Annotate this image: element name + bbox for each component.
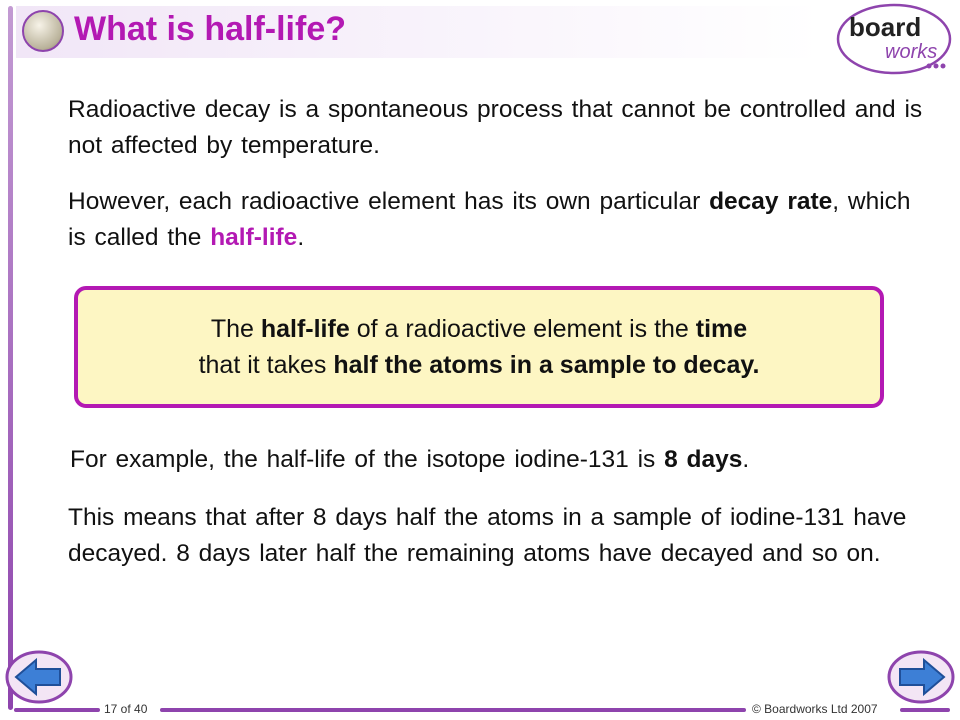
footer-rule [900, 708, 950, 712]
footer-rule [14, 708, 100, 712]
brand-line1: board [849, 12, 922, 42]
definition-line-1: The half-life of a radioactive element is the time [210, 315, 748, 343]
previous-slide-button[interactable] [4, 650, 74, 704]
arrow-right-icon [889, 652, 953, 702]
topic-logo-icon [22, 10, 64, 52]
term-8-days: 8 days [664, 446, 743, 473]
left-rule [8, 6, 13, 710]
boardworks-logo [835, 2, 953, 76]
paragraph-1: Radioactive decay is a spontaneous process that cannot be controlled and is not affected by temperature. [68, 96, 923, 159]
definition-box [74, 286, 884, 408]
brand-line2: works [885, 41, 938, 63]
slide-title: What is half-life? [74, 10, 346, 48]
paragraph-4: This means that after 8 days half the atoms in a sample of iodine-131 have decayed. 8 days later half the remaining atoms have decayed and so on. [68, 504, 907, 567]
term-decay-rate: decay rate [709, 188, 833, 215]
page-number: 17 of 40 [104, 702, 148, 716]
arrow-left-icon [7, 652, 71, 702]
paragraph-2: However, each radioactive element has its own particular decay rate, which is called the half-life. [68, 188, 911, 251]
paragraph-3: For example, the half-life of the isotope iodine-131 is 8 days. [70, 446, 750, 473]
definition-line-2: that it takes half the atoms in a sample to decay. [198, 351, 760, 379]
term-half-life: half-life [210, 224, 298, 251]
copyright: © Boardworks Ltd 2007 [752, 702, 878, 716]
next-slide-button[interactable] [886, 650, 956, 704]
footer-rule [160, 708, 746, 712]
